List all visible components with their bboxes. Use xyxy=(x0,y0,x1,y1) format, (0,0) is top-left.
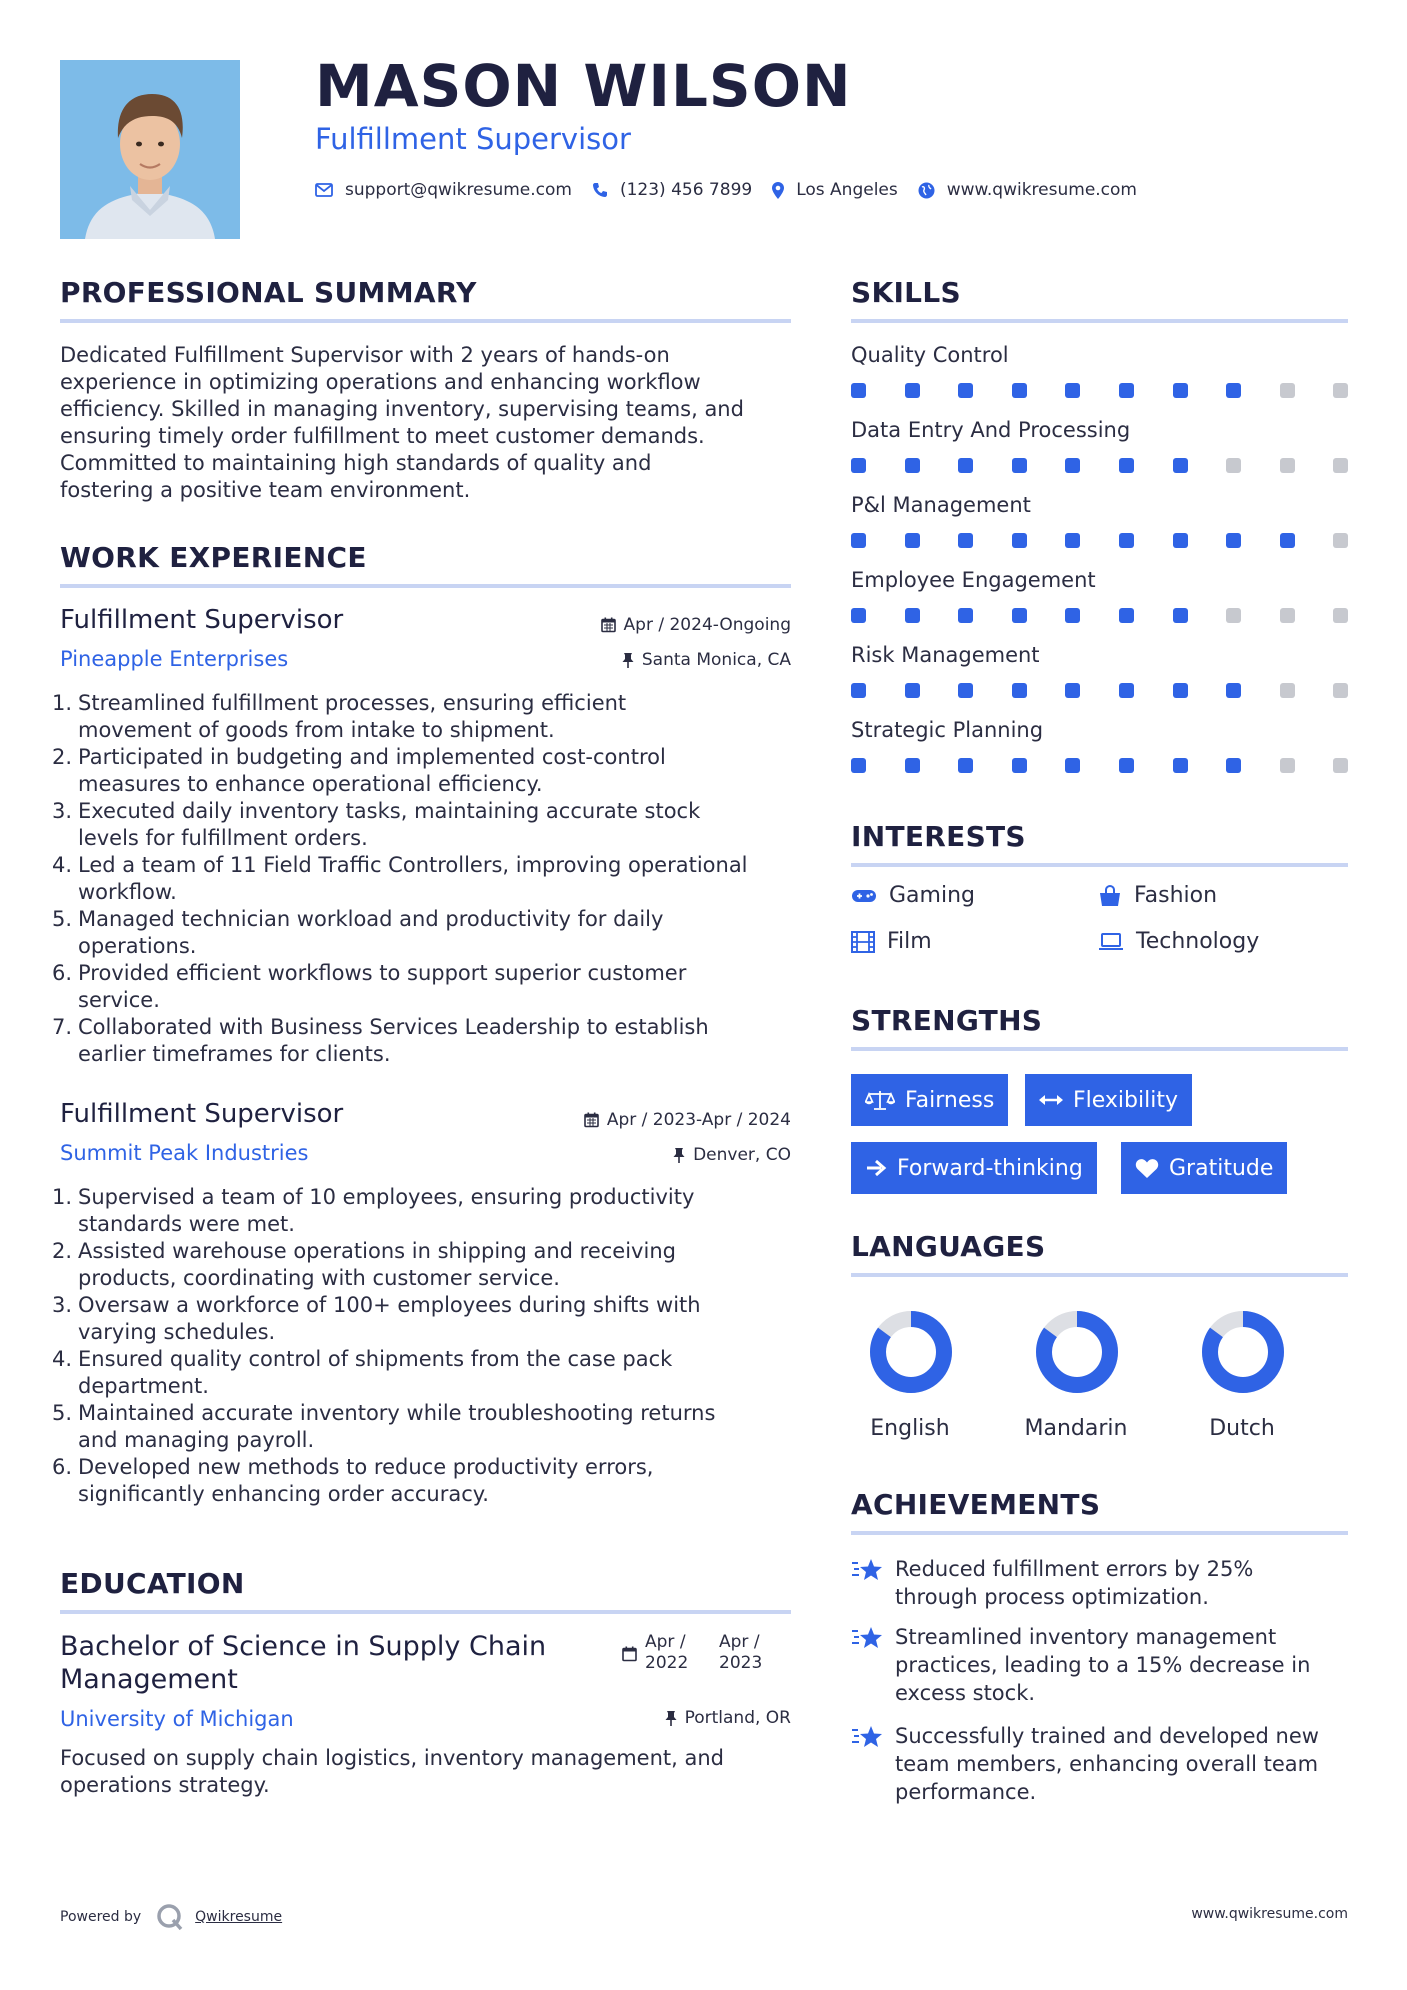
skill-rating xyxy=(851,383,1387,398)
footer-url[interactable]: www.qwikresume.com xyxy=(1191,1906,1348,1922)
skill-dot-empty xyxy=(1280,458,1295,473)
skill-rating xyxy=(851,533,1387,548)
star-award-icon xyxy=(851,1623,895,1707)
skill-dot-filled xyxy=(1119,608,1134,623)
contact-phone: (123) 456 7899 xyxy=(619,180,753,200)
skill-dot-empty xyxy=(1333,533,1348,548)
strength-badge: Flexibility xyxy=(1025,1074,1192,1126)
section-divider xyxy=(851,1047,1348,1051)
section-divider xyxy=(851,863,1348,867)
list-item: 6. Provided efficient workflows to support superior customer service. xyxy=(52,961,687,1012)
language-name: Mandarin xyxy=(1024,1416,1128,1441)
skill-dot-filled xyxy=(1173,683,1188,698)
section-divider xyxy=(851,1531,1348,1535)
summary-text xyxy=(60,342,795,504)
profile-photo xyxy=(60,60,240,239)
list-item: 2. Assisted warehouse operations in shipping and receiving products, coordinating with customer service. xyxy=(52,1239,676,1290)
strength-badge: Gratitude xyxy=(1121,1142,1287,1194)
skill-rating xyxy=(851,458,1387,473)
skill-dot-filled xyxy=(1173,758,1188,773)
skill-dot-filled xyxy=(1119,383,1134,398)
skill-dot-empty xyxy=(1333,458,1348,473)
skill-dot-filled xyxy=(851,533,866,548)
job-title: Fulfillment Supervisor xyxy=(60,605,344,635)
school-name: University of Michigan xyxy=(60,1707,294,1731)
skill-dot-empty xyxy=(1280,608,1295,623)
map-marker-icon xyxy=(772,182,784,199)
skill-dot-filled xyxy=(1012,608,1027,623)
balance-scale-icon xyxy=(865,1089,895,1111)
skill-name: Risk Management xyxy=(851,643,1040,667)
section-divider xyxy=(60,1610,791,1614)
skill-dot-filled xyxy=(851,458,866,473)
skill-dot-filled xyxy=(1173,533,1188,548)
list-item: 1. Streamlined fulfillment processes, ensuring efficient movement of goods from intake to shipment. xyxy=(52,691,627,742)
summary-line: Committed to maintaining high standards of quality and xyxy=(60,451,652,475)
education-dates xyxy=(622,1632,793,1674)
section-divider xyxy=(60,584,791,588)
envelope-icon xyxy=(315,183,333,197)
section-heading-skills: SKILLS xyxy=(851,276,961,309)
summary-line: efficiency. Skilled in managing inventory, supervising teams, and xyxy=(60,397,744,421)
education-description: Focused on supply chain logistics, inventory management, and operations strategy. xyxy=(60,1746,724,1797)
qwikresume-logo-icon xyxy=(155,1902,185,1932)
film-icon xyxy=(851,931,875,953)
list-item: 2. Participated in budgeting and implemented cost-control measures to enhance operational efficiency. xyxy=(52,745,666,796)
contact-email[interactable]: support@qwikresume.com xyxy=(345,180,572,200)
summary-line: Dedicated Fulfillment Supervisor with 2 years of hands-on xyxy=(60,343,670,367)
interest-item: Film xyxy=(851,929,932,954)
language-rings xyxy=(851,1300,1351,1410)
achievement-item: Reduced fulfillment errors by 25% through process optimization. xyxy=(851,1555,1361,1611)
skill-dot-filled xyxy=(1119,458,1134,473)
achievement-item: Streamlined inventory management practices, leading to a 15% decrease in excess stock. xyxy=(851,1623,1361,1707)
skill-dot-empty xyxy=(1280,758,1295,773)
skill-name: Strategic Planning xyxy=(851,718,1044,742)
job-bullet-list xyxy=(52,1184,797,1508)
gamepad-icon xyxy=(851,888,877,904)
skill-dot-filled xyxy=(1012,758,1027,773)
pushpin-icon xyxy=(673,1147,685,1163)
skill-name: Quality Control xyxy=(851,343,1009,367)
skill-dot-filled xyxy=(1119,683,1134,698)
list-item: 5. Managed technician workload and productivity for daily operations. xyxy=(52,907,664,958)
job-location xyxy=(622,650,791,670)
skill-dot-filled xyxy=(958,683,973,698)
section-heading-interests: INTERESTS xyxy=(851,820,1026,853)
job-company: Pineapple Enterprises xyxy=(60,647,289,671)
summary-line: ensuring timely order fulfillment to meet customer demands. xyxy=(60,424,705,448)
section-heading-experience: WORK EXPERIENCE xyxy=(60,541,367,574)
summary-line: fostering a positive team environment. xyxy=(60,478,471,502)
calendar-icon xyxy=(622,1646,637,1662)
interest-item: Gaming xyxy=(851,883,975,908)
skill-rating xyxy=(851,758,1387,773)
skill-dot-filled xyxy=(1012,533,1027,548)
skill-dot-filled xyxy=(1280,533,1295,548)
skill-dot-filled xyxy=(905,458,920,473)
language-name: Dutch xyxy=(1209,1416,1275,1441)
skill-dot-filled xyxy=(1065,683,1080,698)
strength-badge: Forward-thinking xyxy=(851,1142,1097,1194)
skill-dot-filled xyxy=(1119,758,1134,773)
job-dates-text: Apr / 2023-Apr / 2024 xyxy=(606,1110,791,1130)
degree-title: Bachelor of Science in Supply Chain Management xyxy=(60,1631,547,1695)
skill-rating xyxy=(851,683,1387,698)
contact-website[interactable]: www.qwikresume.com xyxy=(946,180,1137,200)
section-heading-strengths: STRENGTHS xyxy=(851,1004,1043,1037)
list-item: 3. Executed daily inventory tasks, maintaining accurate stock levels for fulfillment orders. xyxy=(52,799,701,850)
list-item: 4. Led a team of 11 Field Traffic Controllers, improving operational workflow. xyxy=(52,853,748,904)
laptop-icon xyxy=(1098,933,1124,951)
job-title: Fulfillment Supervisor xyxy=(60,1099,344,1129)
job-dates xyxy=(601,615,791,635)
skill-dot-filled xyxy=(1226,758,1241,773)
section-heading-education: EDUCATION xyxy=(60,1567,245,1600)
skill-dot-filled xyxy=(1065,383,1080,398)
strength-badge: Fairness xyxy=(851,1074,1008,1126)
job-bullet-list xyxy=(52,690,797,1068)
skill-dot-empty xyxy=(1333,758,1348,773)
section-divider xyxy=(851,1273,1348,1277)
achievement-item: Successfully trained and developed new team members, enhancing overall team performance. xyxy=(851,1722,1361,1806)
calendar-icon xyxy=(601,617,616,633)
skill-dot-filled xyxy=(1119,533,1134,548)
candidate-name: MASON WILSON xyxy=(315,52,852,120)
skill-rating xyxy=(851,608,1387,623)
star-award-icon xyxy=(851,1555,895,1611)
section-divider xyxy=(851,319,1348,323)
skill-dot-empty xyxy=(1280,683,1295,698)
skill-dot-filled xyxy=(958,608,973,623)
footer-powered-by: Powered by Qwikresume xyxy=(60,1902,282,1932)
interest-item: Technology xyxy=(1098,929,1259,954)
job-dates xyxy=(584,1110,791,1130)
skill-dot-filled xyxy=(1012,683,1027,698)
skill-dot-filled xyxy=(851,758,866,773)
skill-name: Employee Engagement xyxy=(851,568,1096,592)
education-start-date: Apr / 2022 xyxy=(645,1632,689,1673)
skill-dot-filled xyxy=(905,758,920,773)
contact-location: Los Angeles xyxy=(796,180,898,200)
pushpin-icon xyxy=(622,652,634,668)
skill-dot-filled xyxy=(1173,458,1188,473)
skill-dot-empty xyxy=(1226,608,1241,623)
skill-dot-filled xyxy=(958,383,973,398)
calendar-icon xyxy=(584,1112,599,1128)
education-end-date: Apr / 2023 xyxy=(719,1632,763,1673)
skill-dot-filled xyxy=(1226,683,1241,698)
skill-dot-filled xyxy=(1065,608,1080,623)
skill-dot-filled xyxy=(905,683,920,698)
skill-dot-filled xyxy=(1065,533,1080,548)
skill-dot-empty xyxy=(1226,458,1241,473)
list-item: 4. Ensured quality control of shipments from the case pack department. xyxy=(52,1347,673,1398)
section-heading-summary: PROFESSIONAL SUMMARY xyxy=(60,276,477,309)
skill-dot-filled xyxy=(905,383,920,398)
star-award-icon xyxy=(851,1722,895,1806)
skill-dot-filled xyxy=(905,533,920,548)
skill-dot-filled xyxy=(1065,758,1080,773)
list-item: 1. Supervised a team of 10 employees, ensuring productivity standards were met. xyxy=(52,1185,695,1236)
job-dates-text: Apr / 2024-Ongoing xyxy=(623,615,791,635)
list-item: 5. Maintained accurate inventory while troubleshooting returns and managing payroll. xyxy=(52,1401,716,1452)
heart-icon xyxy=(1135,1158,1159,1179)
job-company: Summit Peak Industries xyxy=(60,1141,309,1165)
summary-line: experience in optimizing operations and enhancing workflow xyxy=(60,370,701,394)
skill-dot-filled xyxy=(851,383,866,398)
skill-dot-filled xyxy=(958,758,973,773)
skill-dot-empty xyxy=(1280,383,1295,398)
candidate-title: Fulfillment Supervisor xyxy=(315,122,631,156)
interest-item: Fashion xyxy=(1098,883,1217,908)
pushpin-icon xyxy=(665,1710,677,1726)
skill-dot-filled xyxy=(1226,383,1241,398)
arrow-right-icon xyxy=(865,1159,887,1177)
job-location-text: Santa Monica, CA xyxy=(641,650,791,670)
skill-dot-empty xyxy=(1333,683,1348,698)
skill-dot-empty xyxy=(1333,383,1348,398)
arrows-horizontal-icon xyxy=(1039,1093,1063,1107)
skill-dot-filled xyxy=(851,683,866,698)
skill-dot-filled xyxy=(1012,458,1027,473)
skill-dot-empty xyxy=(1333,608,1348,623)
language-name: English xyxy=(870,1416,950,1441)
section-divider xyxy=(60,319,791,323)
list-item: 3. Oversaw a workforce of 100+ employees during shifts with varying schedules. xyxy=(52,1293,701,1344)
education-location: Portland, OR xyxy=(665,1708,791,1728)
section-heading-languages: LANGUAGES xyxy=(851,1230,1046,1263)
skill-dot-filled xyxy=(958,458,973,473)
skill-dot-filled xyxy=(958,533,973,548)
list-item: 7. Collaborated with Business Services Leadership to establish earlier timeframes for clients. xyxy=(52,1015,709,1066)
section-heading-achievements: ACHIEVEMENTS xyxy=(851,1488,1101,1521)
job-location-text: Denver, CO xyxy=(693,1145,791,1165)
skill-dot-filled xyxy=(1173,383,1188,398)
list-item: 6. Developed new methods to reduce productivity errors, significantly enhancing order accuracy. xyxy=(52,1455,654,1506)
skill-dot-filled xyxy=(1173,608,1188,623)
skill-dot-filled xyxy=(1065,458,1080,473)
job-location xyxy=(673,1145,791,1165)
globe-icon xyxy=(918,182,935,199)
skill-dot-filled xyxy=(851,608,866,623)
skill-name: P&l Management xyxy=(851,493,1031,517)
skill-dot-filled xyxy=(1226,533,1241,548)
phone-icon xyxy=(592,182,608,198)
contact-bar xyxy=(315,180,1157,200)
skill-name: Data Entry And Processing xyxy=(851,418,1131,442)
skill-dot-filled xyxy=(1012,383,1027,398)
shopping-bag-icon xyxy=(1098,885,1122,907)
skill-dot-filled xyxy=(905,608,920,623)
qwikresume-link[interactable]: Qwikresume xyxy=(195,1909,283,1925)
